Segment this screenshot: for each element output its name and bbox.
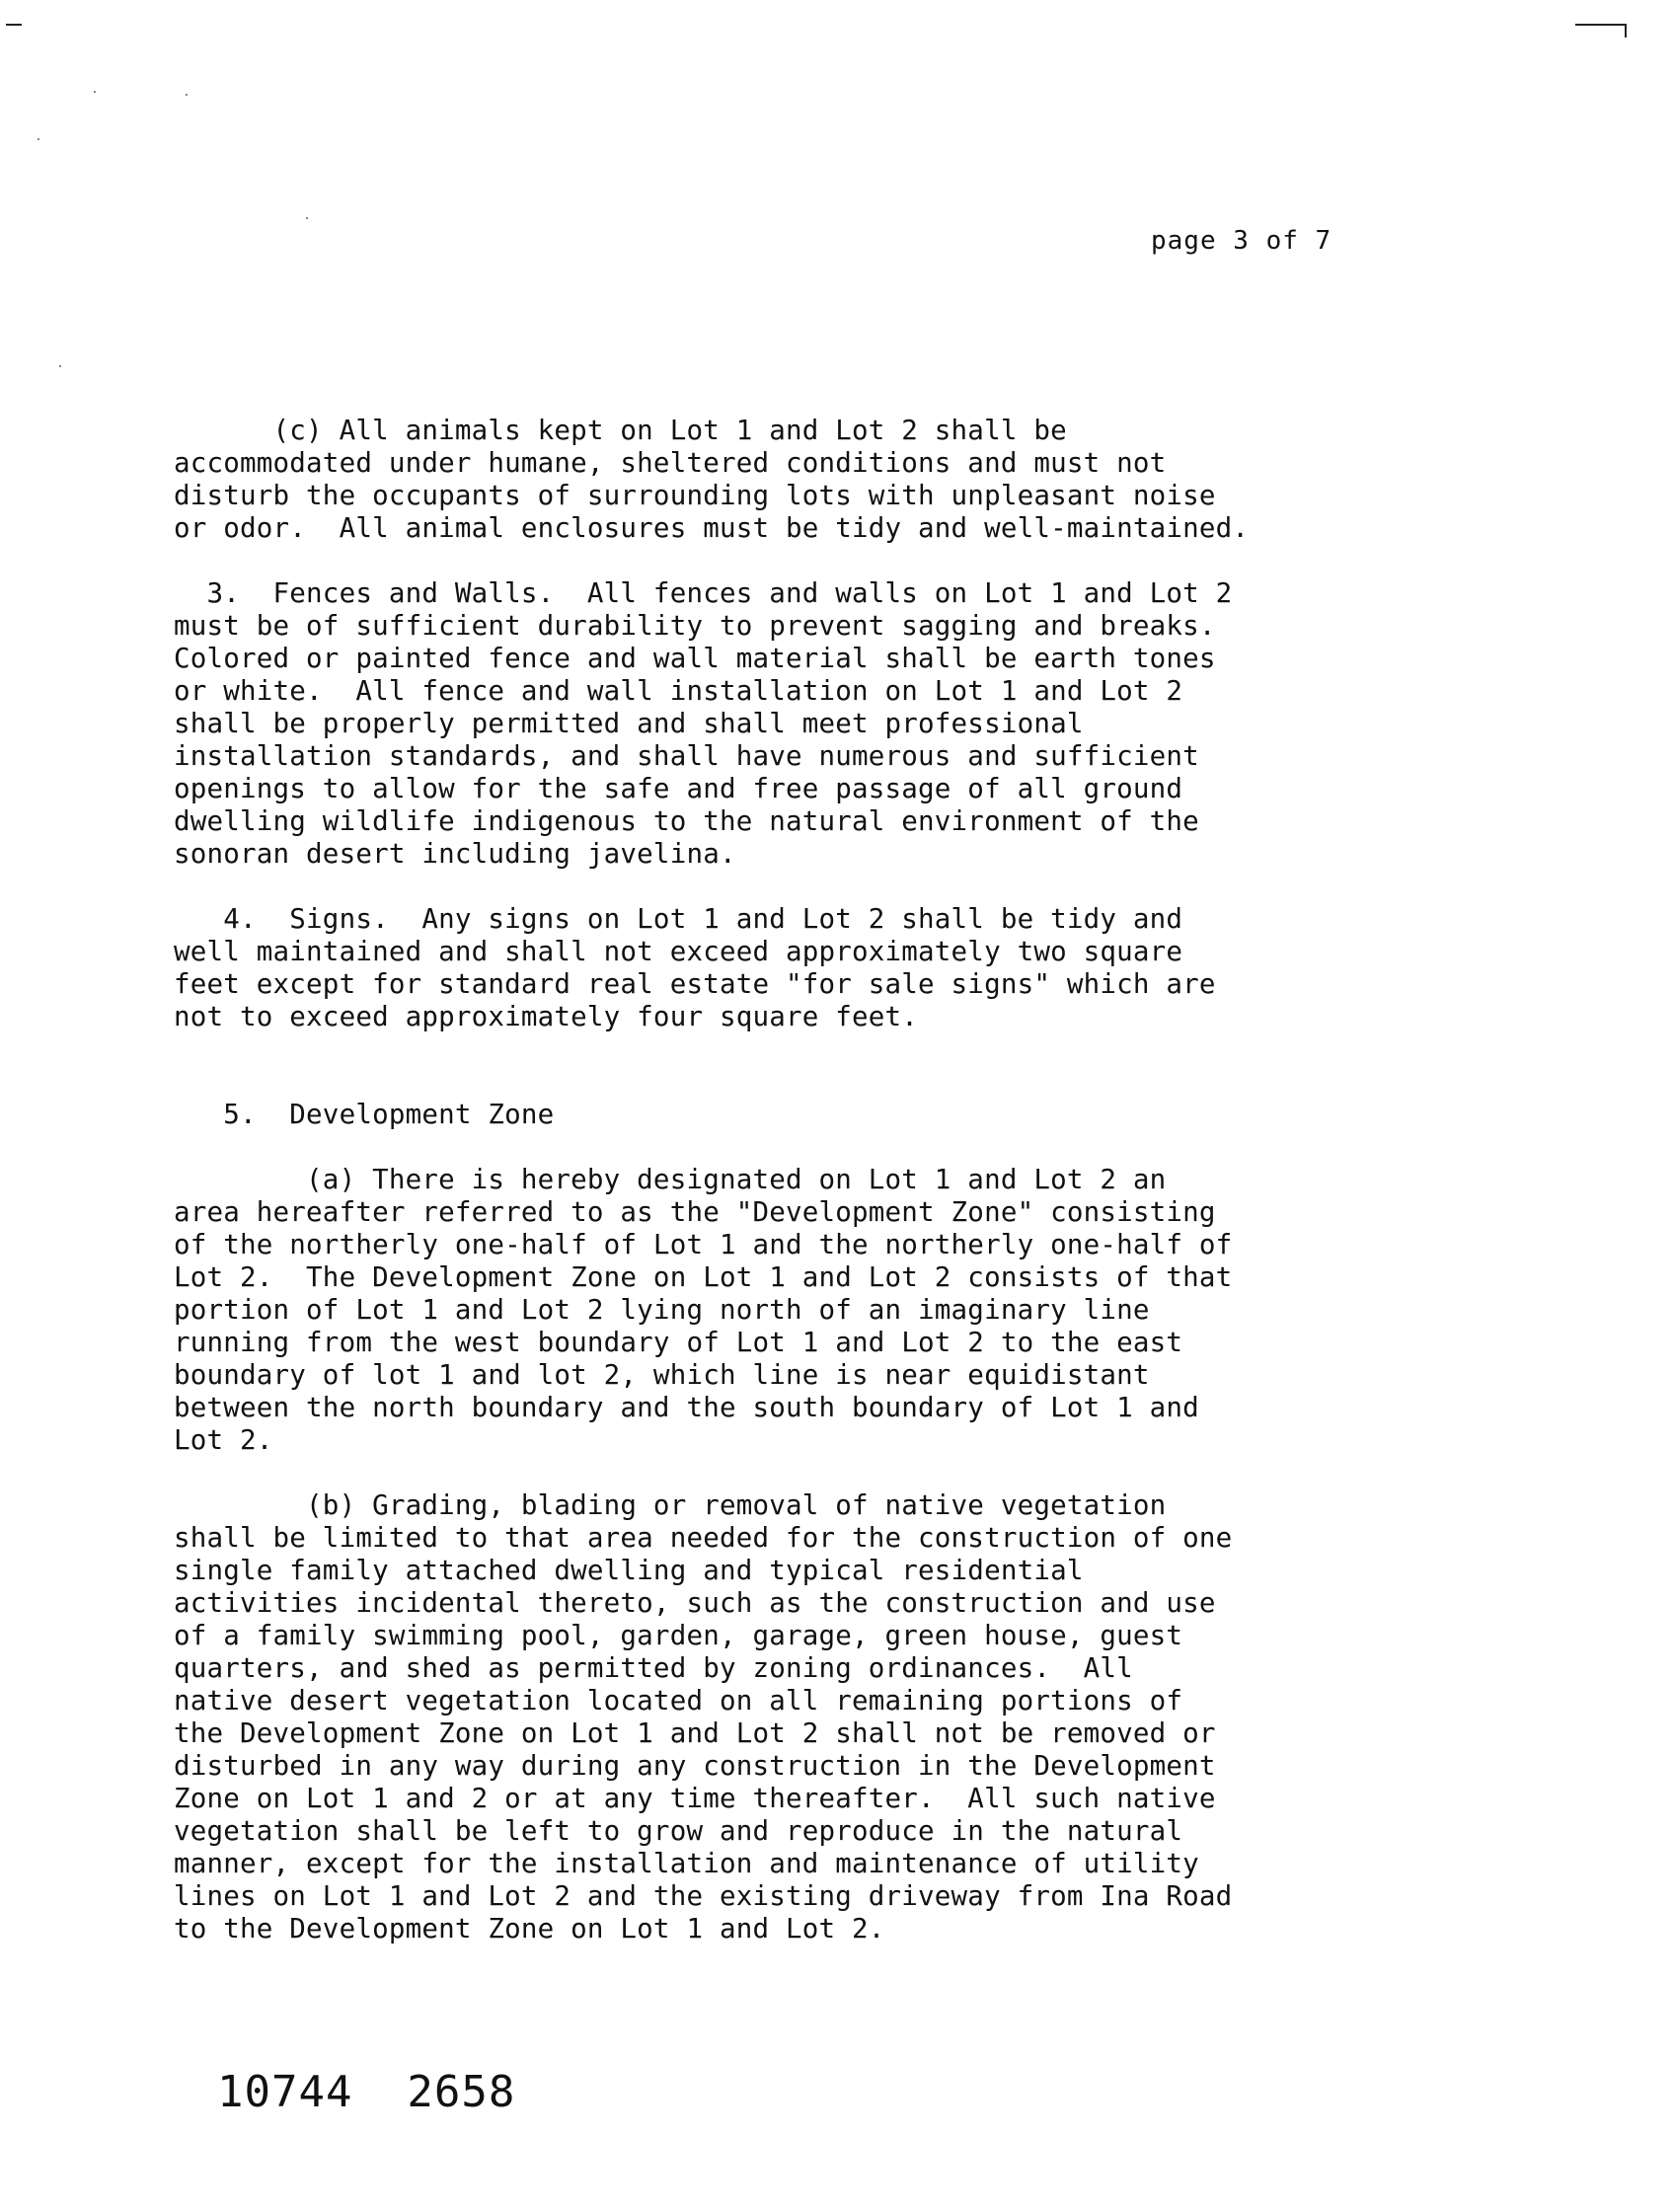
text-line: Zone on Lot 1 and 2 or at any time thereafter. All such native (174, 1783, 1216, 1814)
text-line: not to exceed approximately four square feet. (174, 1001, 919, 1032)
text-line: disturbed in any way during any construction in the Development (174, 1750, 1216, 1782)
scan-speck (38, 138, 39, 140)
text-line: sonoran desert including javelina. (174, 838, 736, 870)
scan-speck (59, 365, 61, 367)
text-line: portion of Lot 1 and Lot 2 lying north of an imaginary line (174, 1294, 1150, 1326)
text-line: manner, except for the installation and maintenance of utility (174, 1848, 1199, 1879)
text-line: (b) Grading, blading or removal of native vegetation (174, 1489, 1167, 1521)
text-line: accommodated under humane, sheltered conditions and must not (174, 447, 1167, 479)
text-line: (a) There is hereby designated on Lot 1 and Lot 2 an (174, 1164, 1167, 1195)
text-line: 3. Fences and Walls. All fences and walls on Lot 1 and Lot 2 (174, 577, 1233, 609)
text-line: disturb the occupants of surrounding lots with unpleasant noise (174, 480, 1216, 511)
section-fences-and-walls (174, 577, 1457, 871)
text-line: of the northerly one-half of Lot 1 and the northerly one-half of (174, 1229, 1233, 1260)
text-line: or white. All fence and wall installation on Lot 1 and Lot 2 (174, 675, 1183, 707)
scan-speck (94, 91, 96, 93)
text-line: installation standards, and shall have numerous and sufficient (174, 740, 1199, 772)
paragraph-5a (174, 1164, 1457, 1457)
section-signs (174, 903, 1457, 1033)
text-line: quarters, and shed as permitted by zoning ordinances. All (174, 1652, 1133, 1684)
text-line: Lot 2. (174, 1424, 273, 1456)
text-line: vegetation shall be left to grow and reproduce in the natural (174, 1815, 1183, 1847)
section-heading: 5. Development Zone (174, 1099, 555, 1130)
text-line: dwelling wildlife indigenous to the natural environment of the (174, 805, 1199, 837)
text-line: shall be limited to that area needed for the construction of one (174, 1522, 1233, 1554)
text-line: native desert vegetation located on all remaining portions of (174, 1685, 1183, 1716)
section-development-zone-heading (174, 1099, 1457, 1131)
text-line: Lot 2. The Development Zone on Lot 1 and Lot 2 consists of that (174, 1261, 1233, 1293)
scan-speck (306, 217, 308, 219)
paragraph-c (174, 415, 1457, 545)
text-line: activities incidental thereto, such as the construction and use (174, 1587, 1216, 1619)
scan-mark-right-tail (1625, 24, 1627, 38)
text-line: openings to allow for the safe and free passage of all ground (174, 773, 1183, 804)
text-line: running from the west boundary of Lot 1 and Lot 2 to the east (174, 1327, 1183, 1358)
text-line: of a family swimming pool, garden, garage, green house, guest (174, 1620, 1183, 1651)
page-number: page 3 of 7 (1151, 226, 1332, 256)
text-line: the Development Zone on Lot 1 and Lot 2 shall not be removed or (174, 1717, 1216, 1749)
paragraph-5b (174, 1489, 1457, 1945)
text-line: 4. Signs. Any signs on Lot 1 and Lot 2 shall be tidy and (174, 903, 1183, 935)
text-line: well maintained and shall not exceed approximately two square (174, 936, 1183, 967)
text-line: (c) All animals kept on Lot 1 and Lot 2 shall be (174, 415, 1067, 446)
recording-number: 10744 2658 (217, 2067, 516, 2117)
scan-mark-right (1575, 24, 1627, 26)
text-line: boundary of lot 1 and lot 2, which line is near equidistant (174, 1359, 1150, 1391)
text-line: feet except for standard real estate "for sale signs" which are (174, 968, 1216, 1000)
text-line: to the Development Zone on Lot 1 and Lot 2. (174, 1913, 885, 1945)
scan-speck (186, 94, 188, 96)
text-line: lines on Lot 1 and Lot 2 and the existing driveway from Ina Road (174, 1880, 1233, 1912)
spacer (174, 1066, 1457, 1099)
text-line: must be of sufficient durability to prevent sagging and breaks. (174, 610, 1216, 642)
text-line: area hereafter referred to as the "Development Zone" consisting (174, 1196, 1216, 1228)
text-line: Colored or painted fence and wall material shall be earth tones (174, 643, 1216, 674)
document-body (174, 415, 1457, 1978)
text-line: single family attached dwelling and typical residential (174, 1555, 1084, 1586)
scan-mark-left (6, 24, 22, 26)
text-line: shall be properly permitted and shall meet professional (174, 708, 1084, 739)
text-line: or odor. All animal enclosures must be tidy and well-maintained. (174, 512, 1250, 544)
text-line: between the north boundary and the south boundary of Lot 1 and (174, 1392, 1199, 1423)
